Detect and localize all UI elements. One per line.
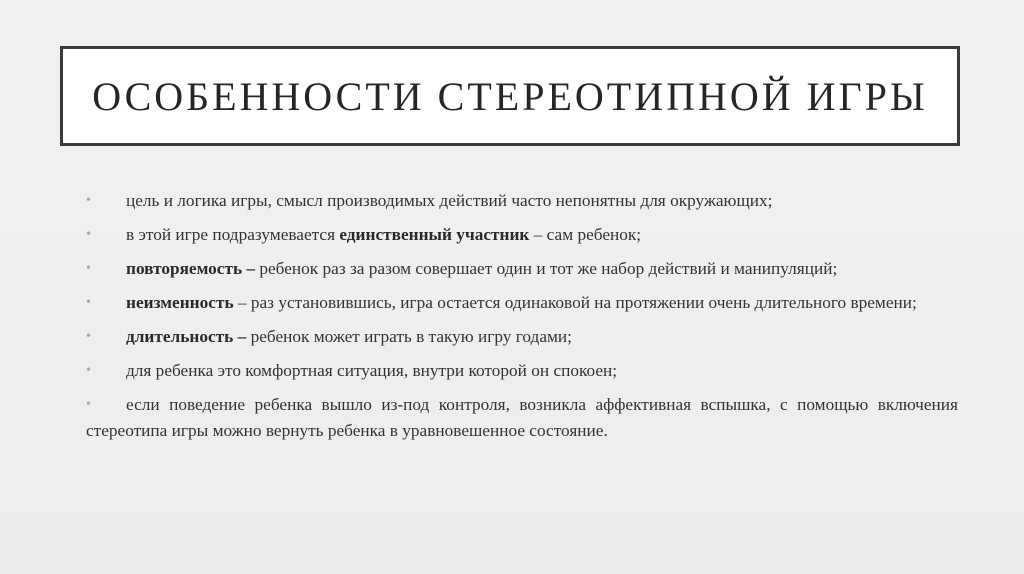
bullet-icon: • [86, 329, 91, 344]
slide-title: ОСОБЕННОСТИ СТЕРЕОТИПНОЙ ИГРЫ [92, 73, 928, 119]
list-item-text-end: ребенок может играть в такую игру годами; [246, 327, 572, 346]
bullet-list [86, 188, 958, 452]
list-item [86, 324, 958, 350]
list-item-text [86, 222, 958, 248]
bullet-icon: • [86, 295, 91, 310]
list-item [86, 290, 958, 316]
list-item-emphasis: единственный участник [339, 225, 530, 244]
list-item [86, 256, 958, 282]
list-item-text [86, 324, 958, 350]
bullet-icon: • [86, 227, 91, 242]
list-item-emphasis: неизменность [126, 293, 234, 312]
bullet-icon: • [86, 397, 91, 412]
list-item-text: для ребенка это комфортная ситуация, внутри которой он спокоен; [126, 361, 618, 380]
title-box [60, 46, 960, 146]
list-item-text: если поведение ребенка вышло из-под контроля, возникла аффективная вспышка, с помощью включения стереотипа игры можно вернуть ребенка в уравновешенное состояние. [86, 395, 958, 440]
list-item-text [86, 256, 958, 282]
list-item-text-end: – раз установившись, игра остается одинаковой на протяжении очень длительного времени; [233, 293, 917, 312]
list-item-text-start: в этой игре подразумевается [126, 225, 340, 244]
list-item [86, 188, 958, 214]
list-item-emphasis: длительность – [126, 327, 247, 346]
bullet-icon: • [86, 363, 91, 378]
list-item-emphasis: повторяемость – [126, 259, 256, 278]
list-item [86, 392, 958, 444]
bullet-icon: • [86, 193, 91, 208]
bullet-icon: • [86, 261, 91, 276]
list-item-text [86, 290, 958, 316]
list-item-text: цель и логика игры, смысл производимых действий часто непонятны для окружающих; [126, 191, 773, 210]
list-item [86, 222, 958, 248]
list-item [86, 358, 958, 384]
list-item-text-end: – сам ребенок; [529, 225, 642, 244]
list-item-text-end: ребенок раз за разом совершает один и тот же набор действий и манипуляций; [255, 259, 838, 278]
